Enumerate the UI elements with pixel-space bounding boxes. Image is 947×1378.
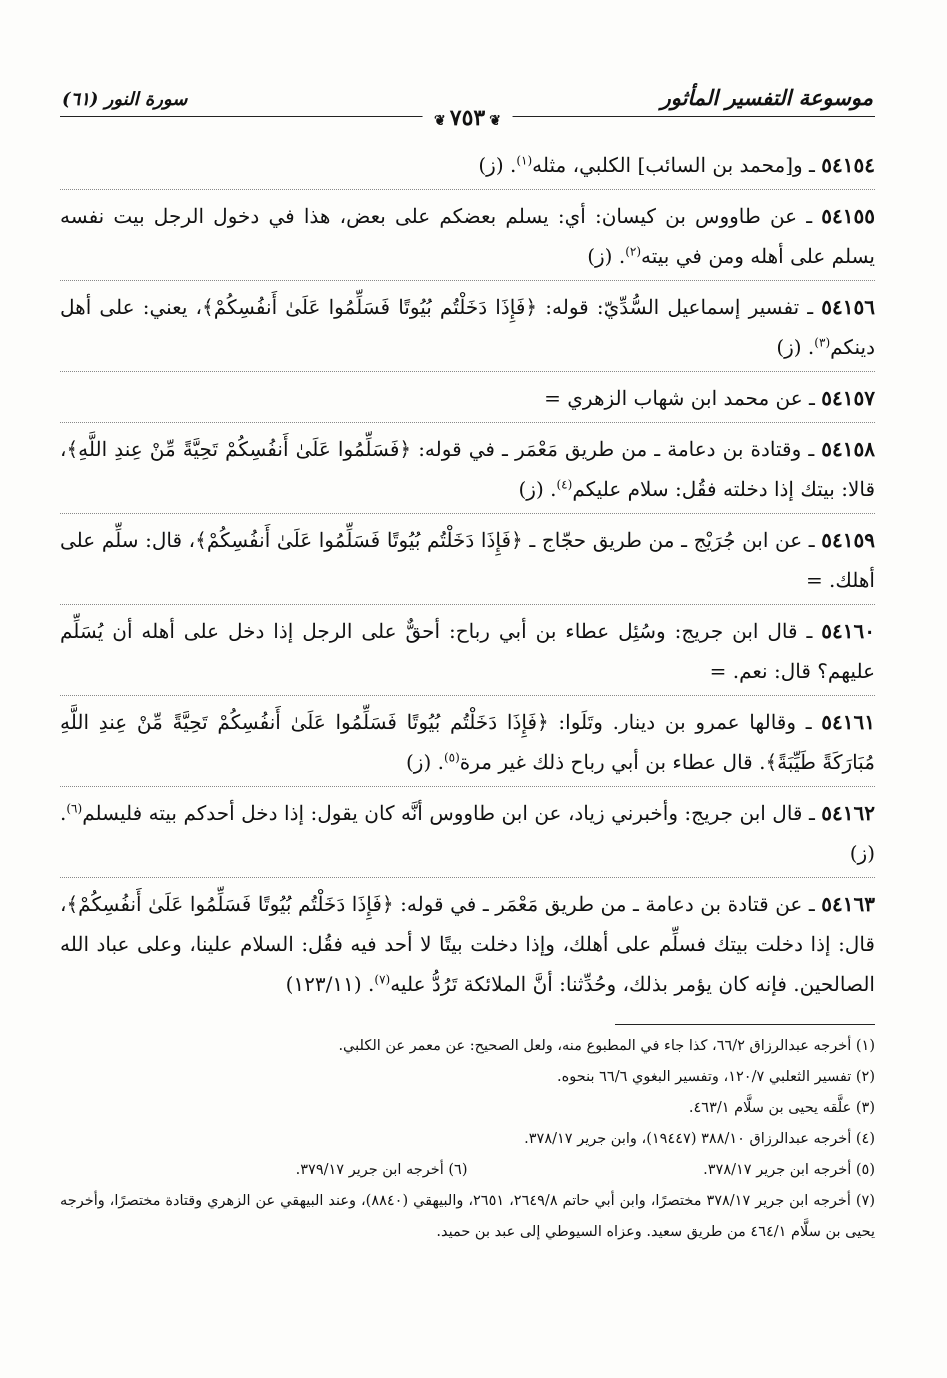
narration-entry: ٥٤١٦١ ـ وقالها عمرو بن دينار. وتَلَوا: ﴿فَإِذَا دَخَلْتُم بُيُوتًا فَسَلِّمُوا عَلَىٰ أَنفُسِكُمْ تَحِيَّةً مِّنْ عِندِ اللَّهِ مُبَارَكَةً طَيِّبَةً﴾. قال عطاء بن أبي رباح ذلك غير مرة$^{(٥)}$. (ز) <box>60 702 875 787</box>
footnote-divider <box>615 1024 875 1025</box>
footnote: (١) أخرجه عبدالرزاق ٦٦/٢، كذا جاء في المطبوع منه، ولعل الصحيح: عن معمر عن الكلبي. <box>338 1038 875 1054</box>
narration-entry: ٥٤١٥٨ ـ وقتادة بن دعامة ـ من طريق مَعْمَر ـ في قوله: ﴿فَسَلِّمُوا عَلَىٰ أَنفُسِكُمْ تَحِيَّةً مِّنْ عِندِ اللَّهِ﴾، قالا: بيتك إذا دخلته فقُل: سلام عليكم$^{(٤)}$. (ز) <box>60 429 875 514</box>
page <box>60 60 875 1248</box>
footnotes <box>60 1031 875 1248</box>
page-number: ❦٧٥٣❦ <box>422 105 513 131</box>
narration-entry: ٥٤١٥٩ ـ عن ابن جُرَيْج ـ من طريق حجّاج ـ ﴿فَإِذَا دَخَلْتُم بُيُوتًا فَسَلِّمُوا عَلَىٰ أَنفُسِكُمْ﴾، قال: سلِّم على أهلك. = <box>60 520 875 605</box>
footnote: (٥) أخرجه ابن جرير ٣٧٨/١٧. <box>703 1162 875 1178</box>
page-header <box>60 60 875 131</box>
footnote: (٣) علَّقه يحيى بن سلَّام ٤٦٣/١. <box>688 1100 875 1116</box>
narration-entry: ٥٤١٥٦ ـ تفسير إسماعيل السُّدِّيّ: قوله: ﴿فَإِذَا دَخَلْتُم بُيُوتًا فَسَلِّمُوا عَلَىٰ أَنفُسِكُمْ﴾، يعني: على أهل دينكم$^{(٣)}$. (ز) <box>60 287 875 372</box>
narration-entry: ٥٤١٦٠ ـ قال ابن جريج: وسُئِل عطاء بن أبي رباح: أحقٌّ على الرجل إذا دخل على أهله أن يُسَلِّم عليهم؟ قال: نعم. = <box>60 611 875 696</box>
narration-entry: ٥٤١٥٥ ـ عن طاووس بن كيسان: أي: يسلم بعضكم على بعض، هذا في دخول الرجل بيت نفسه يسلم على أهله ومن في بيته$^{(٢)}$. (ز) <box>60 196 875 281</box>
main-text <box>60 145 875 1008</box>
footnote: (٢) تفسير الثعلبي ١٢٠/٧، وتفسير البغوي ٦٦/٦ بنحوه. <box>557 1069 875 1085</box>
surah-label: سورة النور (٦١) <box>62 89 188 110</box>
narration-entry: ٥٤١٦٢ ـ قال ابن جريج: وأخبرني زياد، عن ابن طاووس أنَّه كان يقول: إذا دخل أحدكم بيته فليسلم$^{(٦)}$. (ز) <box>60 793 875 878</box>
book-title: موسوعة التفسير المأثور <box>660 85 873 110</box>
footnote: (٤) أخرجه عبدالرزاق ٣٨٨/١٠ (١٩٤٤٧)، وابن جرير ٣٧٨/١٧. <box>524 1131 875 1147</box>
narration-entry: ٥٤١٦٣ ـ عن قتادة بن دعامة ـ من طريق مَعْمَر ـ في قوله: ﴿فَإِذَا دَخَلْتُم بُيُوتًا فَسَلِّمُوا عَلَىٰ أَنفُسِكُمْ﴾، قال: إذا دخلت بيتك فسلِّم على أهلك، وإذا دخلت بيتًا لا أحد فيه فقُل: السلام علينا، وعلى عباد الله الصالحين. فإنه كان يؤمر بذلك، وحُدِّثنا: أنَّ الملائكة تَرُدُّ عليه$^{(٧)}$. (١٢٣/١١) <box>60 892 875 996</box>
footnote: (٦) أخرجه ابن جرير ٣٧٩/١٧. <box>295 1162 468 1178</box>
footnote-row <box>60 1155 875 1186</box>
narration-entry: ٥٤١٥٧ ـ عن محمد ابن شهاب الزهري = <box>60 378 875 423</box>
narration-entry: ٥٤١٥٤ ـ و[محمد بن السائب] الكلبي، مثله$^{(١)}$. (ز) <box>60 145 875 190</box>
footnote: (٧) أخرجه ابن جرير ٣٧٨/١٧ مختصرًا، وابن أبي حاتم ٢٦٤٩/٨، ٢٦٥١، والبيهقي (٨٨٤٠)، وعند البيهقي عن الزهري وقتادة مختصرًا، وأخرجه يحيى بن سلَّام ٤٦٤/١ من طريق سعيد. وعزاه السيوطي إلى عبد بن حميد. <box>60 1193 875 1240</box>
